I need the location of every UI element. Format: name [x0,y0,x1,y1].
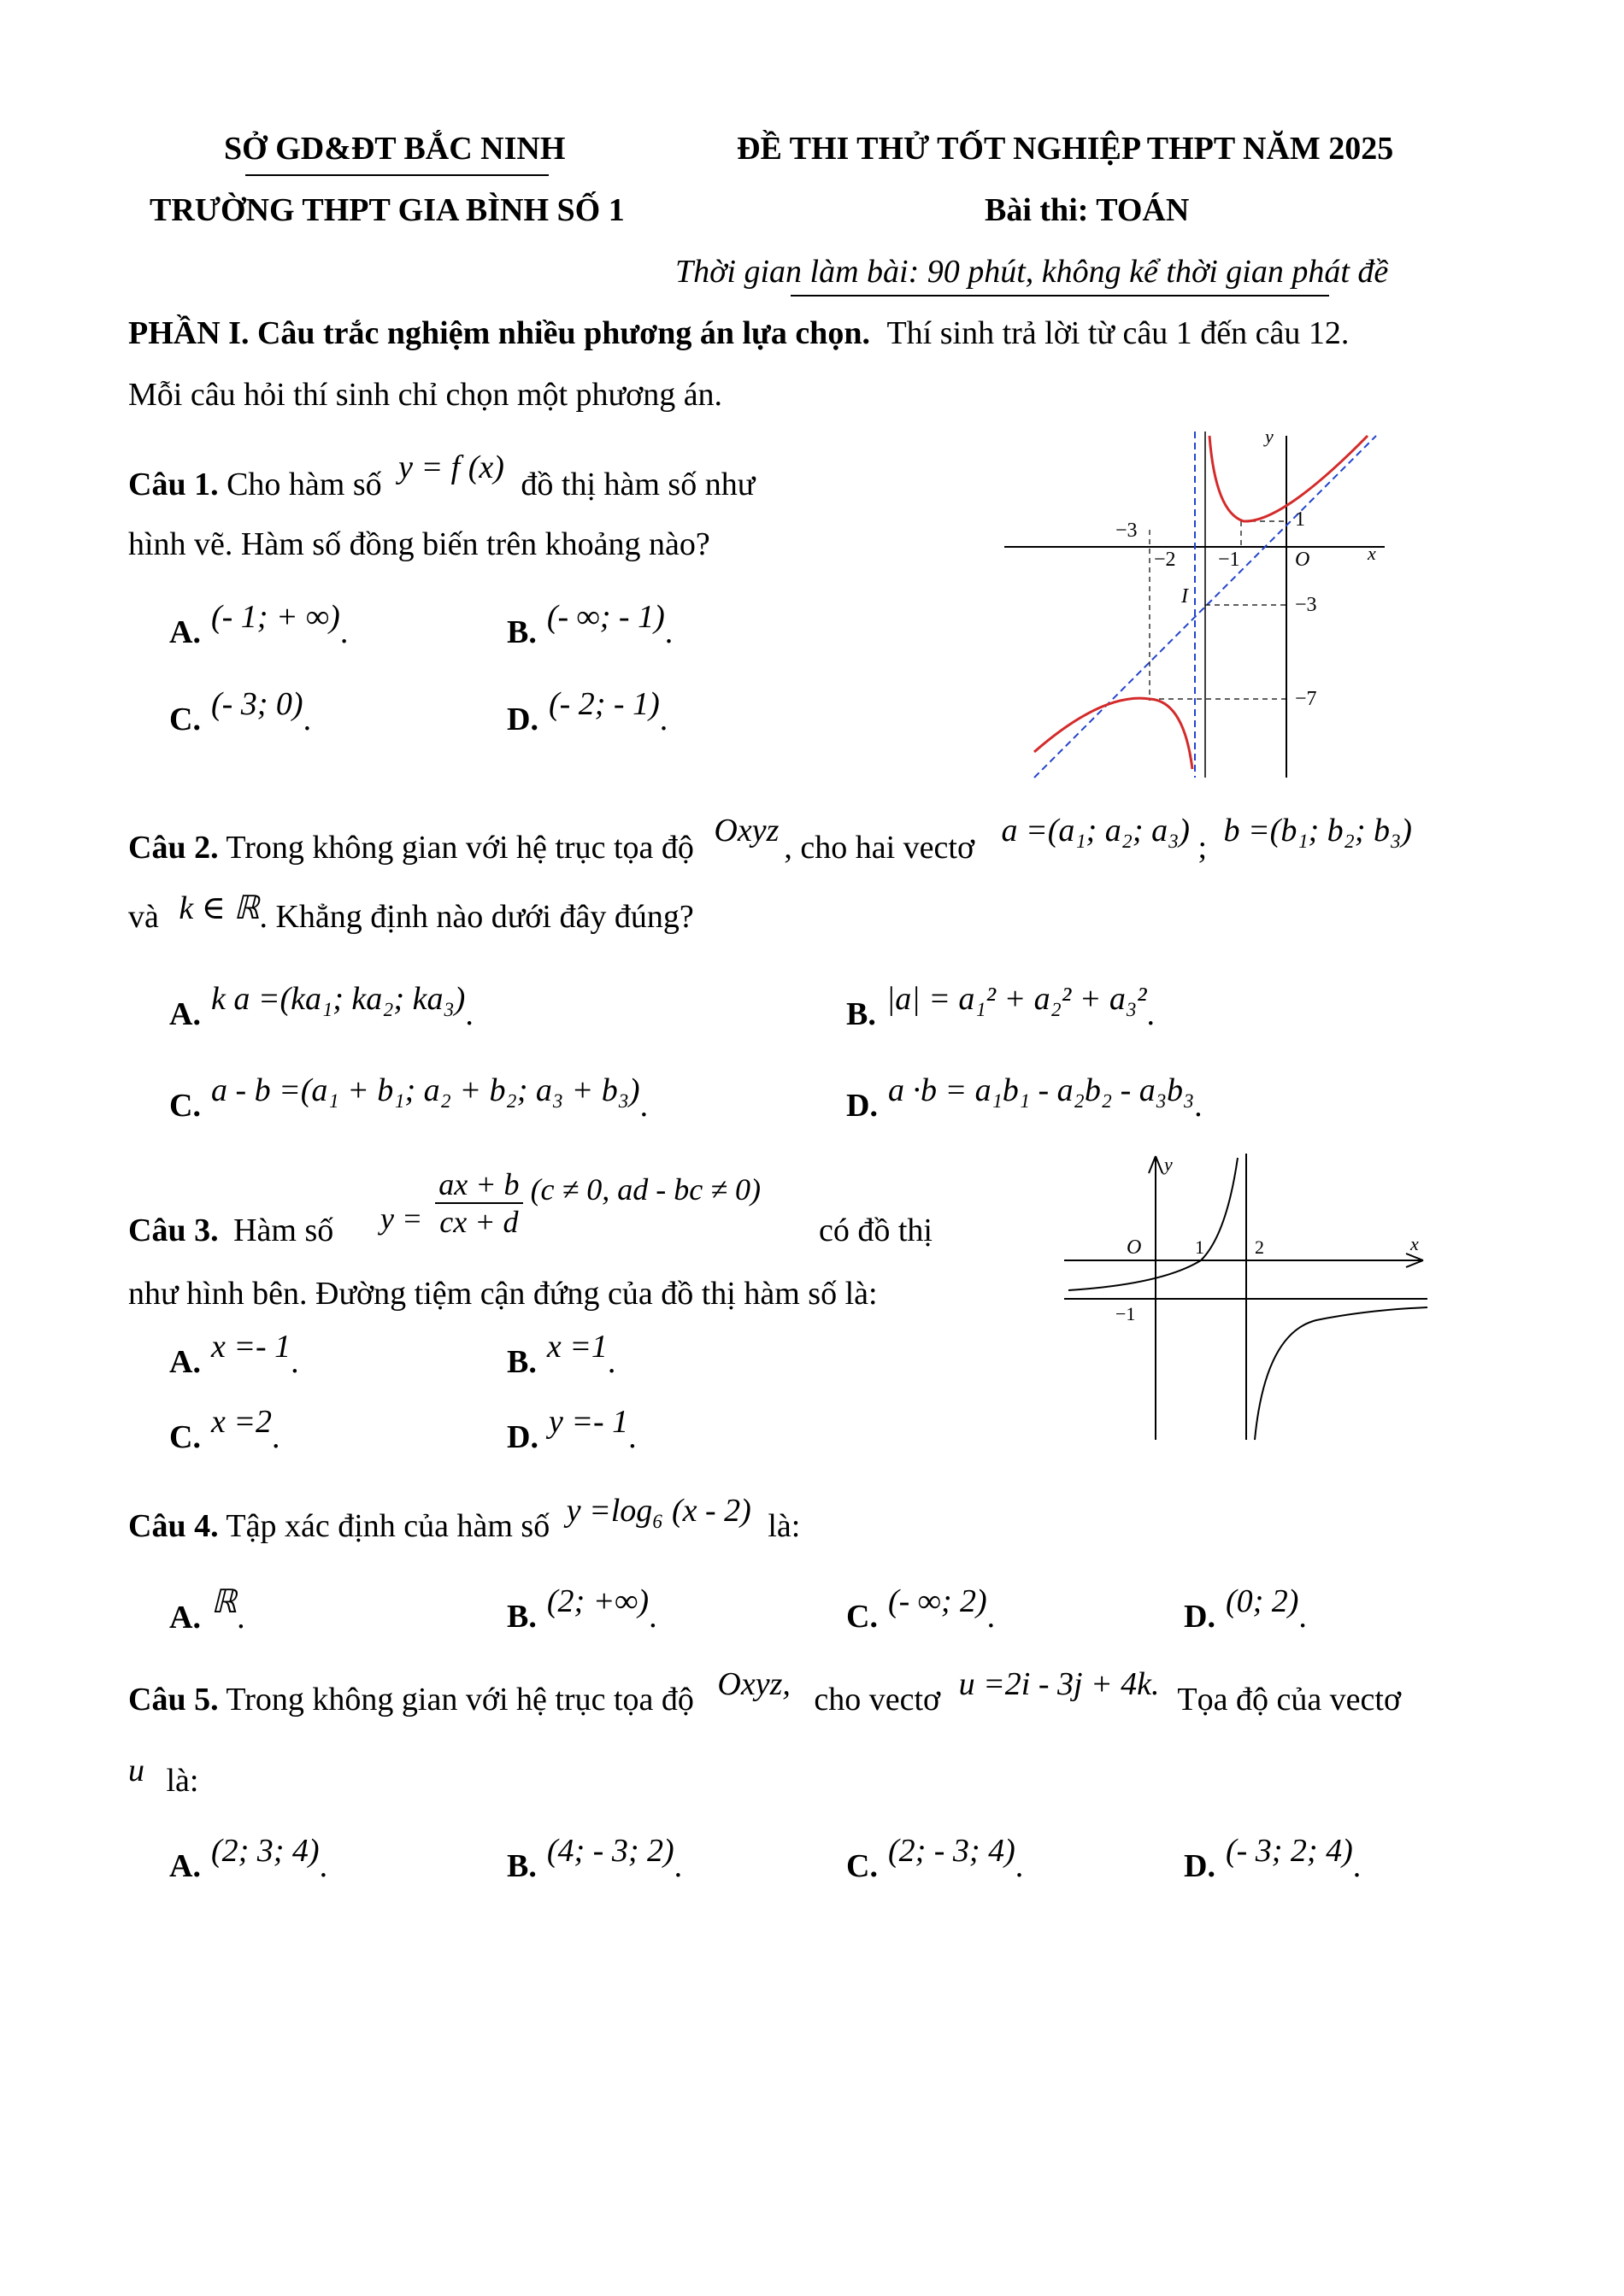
q5-option-c[interactable]: C. (2; - 3; 4). [846,1833,1024,1884]
q5-stem: Câu 5. Trong không gian với hệ trục tọa độ Oxyz, cho vectơ u =2i - 3j + 4k. Tọa độ của vectơ [128,1666,1402,1718]
q3-formula: y = $\frac{ax + b}{cx + d}$ (c ≠ 0, ad - bc ≠ 0) [380,1167,761,1239]
svg-text:1: 1 [1295,508,1305,531]
q4-option-a[interactable]: A. ℝ. [169,1584,245,1635]
header-underline-left [245,174,549,176]
q2-stem: Câu 2. Trong không gian với hệ trục tọa độ Oxyz , cho hai vectơ a =(a₁; a₂; a₃) ; b =(b₁; b₂; b₃) [128,813,1412,866]
svg-text:2: 2 [1255,1236,1264,1258]
part1-heading [128,314,1349,352]
q1-option-b[interactable]: B. (- ∞; - 1). [507,599,674,650]
q3-option-d[interactable]: D. y =- 1. [507,1404,637,1455]
exam-title: ĐỀ THI THỬ TỐT NGHIỆP THPT NĂM 2025 [737,131,1394,167]
q2-option-a[interactable]: A. k a =(ka₁; ka₂; ka₃). [169,981,474,1032]
q1-curve-upper [1209,436,1368,521]
svg-text:x: x [1410,1233,1419,1254]
q1-text: Cho hàm số [227,467,382,502]
svg-text:1: 1 [1195,1236,1204,1258]
q3-curve-left [1068,1158,1238,1290]
q3-curve-right [1255,1307,1427,1440]
q1-label: Câu 1. [128,467,219,502]
q5-option-b[interactable]: B. (4; - 3; 2). [507,1833,683,1884]
q1-option-c[interactable]: C. (- 3; 0). [169,686,312,737]
q3-option-a[interactable]: A. x =- 1. [169,1329,299,1380]
q3-stem-2: như hình bên. Đường tiệm cận đứng của đồ thị hàm số là: [128,1276,878,1312]
part1-instruction: Thí sinh trả lời từ câu 1 đến câu 12. [886,315,1350,351]
svg-text:−7: −7 [1295,688,1317,710]
q3-stem: Câu 3. Hàm số [128,1213,334,1248]
q4-option-c[interactable]: C. (- ∞; 2). [846,1583,996,1635]
q2-stem-2: và k ∈ ℝ. Khẳng định nào dưới đây đúng? [128,890,694,935]
exam-time: Thời gian làm bài: 90 phút, không kể thời gian phát đề [675,254,1389,290]
svg-text:−2: −2 [1154,549,1176,571]
svg-text:−1: −1 [1115,1303,1136,1324]
header-underline-right [791,295,1329,297]
svg-text:y: y [1164,1154,1173,1175]
q1-curve-lower [1034,698,1192,769]
svg-text:I: I [1181,585,1188,608]
svg-text:−3: −3 [1115,520,1138,542]
q2-option-c[interactable]: C. a - b =(a₁ + b₁; a₂ + b₂; a₃ + b₃). [169,1072,649,1124]
svg-text:−3: −3 [1295,594,1317,616]
q1-formula: y = f (x) [398,449,504,485]
q3-option-c[interactable]: C. x =2. [169,1404,280,1455]
part1-title: PHẦN I. Câu trắc nghiệm nhiều phương án lựa chọn. [128,315,870,351]
q1-stem [128,449,756,503]
q2-option-d[interactable]: D. a ·b = a₁b₁ - a₂b₂ - a₃b₃. [846,1072,1203,1124]
q4-stem: Câu 4. Tập xác định của hàm số y =log₆ (x - 2) là: [128,1493,801,1544]
svg-text:x: x [1368,543,1376,564]
svg-text:y: y [1265,427,1274,447]
q5-option-a[interactable]: A. (2; 3; 4). [169,1833,328,1884]
q1-text-b: đồ thị hàm số như [521,467,756,502]
svg-text:O: O [1295,549,1310,571]
school-name: TRƯỜNG THPT GIA BÌNH SỐ 1 [150,192,625,228]
q3-graph [1060,1149,1436,1448]
q4-option-d[interactable]: D. (0; 2). [1184,1583,1307,1635]
q3-text-b: có đồ thị [819,1213,933,1248]
exam-subject: Bài thi: TOÁN [985,192,1190,228]
q1-graph [1000,427,1393,786]
school-department: SỞ GD&ĐT BẮC NINH [224,131,566,167]
q3-option-b[interactable]: B. x =1. [507,1329,616,1380]
part1-instruction2: Mỗi câu hỏi thí sinh chỉ chọn một phương án. [128,377,723,413]
q1-option-a[interactable]: A. (- 1; + ∞). [169,599,349,650]
svg-text:O: O [1127,1236,1142,1259]
q2-option-b[interactable]: B. |a| = a₁² + a₂² + a₃². [846,981,1155,1032]
q4-option-b[interactable]: B. (2; +∞). [507,1583,657,1635]
svg-text:−1: −1 [1218,549,1240,571]
q1-option-d[interactable]: D. (- 2; - 1). [507,686,668,737]
q5-stem-2: u là: [128,1753,199,1799]
q5-option-d[interactable]: D. (- 3; 2; 4). [1184,1833,1362,1884]
q1-stem-2: hình vẽ. Hàm số đồng biến trên khoảng nào? [128,526,710,562]
